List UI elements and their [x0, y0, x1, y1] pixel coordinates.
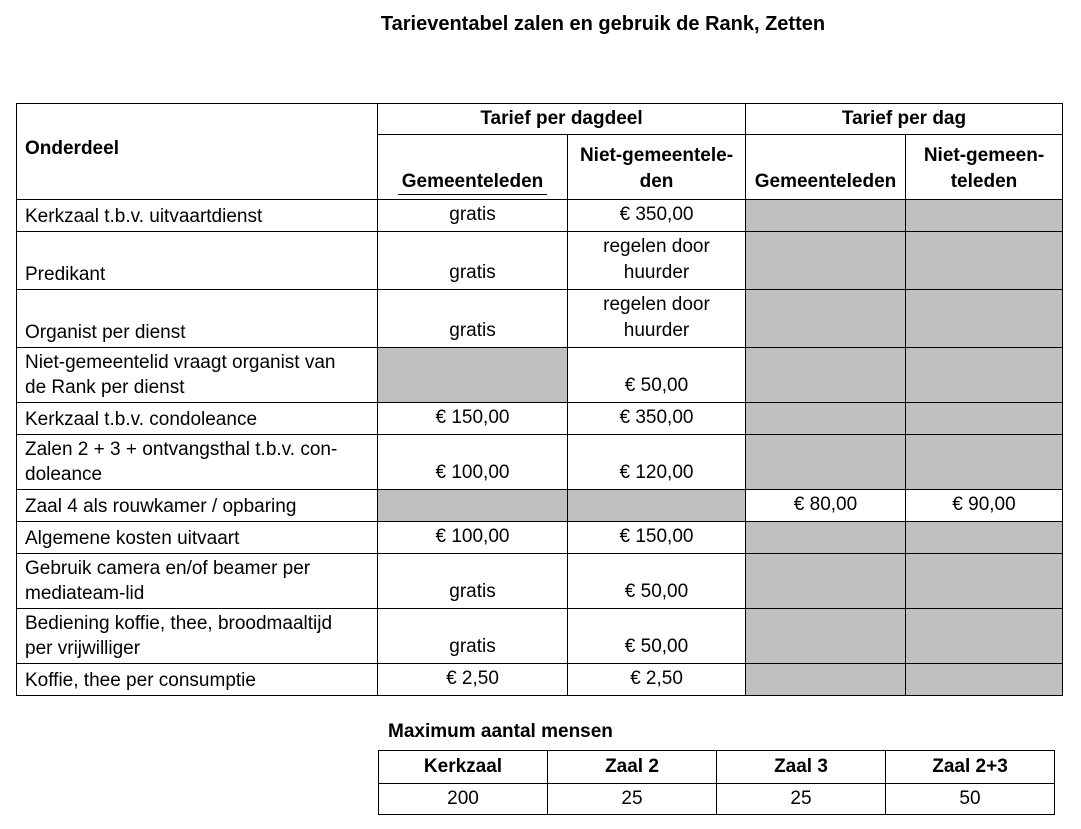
cell-niet-gemeenteleden-dagdeel: € 120,00 — [568, 435, 746, 490]
table-row — [17, 522, 1063, 554]
table-row — [17, 490, 1063, 522]
capacity-table — [378, 750, 1055, 815]
row-onderdeel: Zaal 4 als rouwkamer / opbaring — [17, 490, 378, 522]
capacity-value-zaal-3: 25 — [717, 784, 886, 815]
cell-niet-gemeenteleden-dagdeel: € 350,00 — [568, 200, 746, 232]
row-onderdeel: Predikant — [17, 232, 378, 290]
header-niet-gemeenteleden-dagdeel: Niet-gemeentele- den — [568, 135, 746, 200]
header-tarief-per-dag: Tarief per dag — [746, 104, 1063, 135]
cell-gemeenteleden-dag — [746, 522, 906, 554]
cell-niet-gemeenteleden-dagdeel: € 50,00 — [568, 609, 746, 664]
capacity-header-zaal-2: Zaal 2 — [548, 751, 717, 784]
cell-niet-gemeenteleden-dag — [906, 232, 1063, 290]
table-row — [17, 403, 1063, 435]
cell-gemeenteleden-dagdeel — [378, 348, 568, 403]
cell-niet-gemeenteleden-dag — [906, 435, 1063, 490]
cell-gemeenteleden-dag — [746, 200, 906, 232]
cell-gemeenteleden-dagdeel: € 100,00 — [378, 522, 568, 554]
row-onderdeel: Zalen 2 + 3 + ontvangsthal t.b.v. con- doleance — [17, 435, 378, 490]
cell-niet-gemeenteleden-dag — [906, 664, 1063, 696]
tariff-table — [16, 103, 1063, 696]
cell-niet-gemeenteleden-dag — [906, 290, 1063, 348]
cell-gemeenteleden-dag — [746, 232, 906, 290]
table-row — [17, 435, 1063, 490]
cell-gemeenteleden-dagdeel — [378, 490, 568, 522]
cell-gemeenteleden-dagdeel: € 150,00 — [378, 403, 568, 435]
cell-niet-gemeenteleden-dagdeel: € 50,00 — [568, 348, 746, 403]
capacity-header-zaal-3: Zaal 3 — [717, 751, 886, 784]
row-onderdeel: Kerkzaal t.b.v. uitvaartdienst — [17, 200, 378, 232]
cell-niet-gemeenteleden-dag — [906, 522, 1063, 554]
header-tarief-per-dagdeel: Tarief per dagdeel — [378, 104, 746, 135]
row-onderdeel: Gebruik camera en/of beamer per mediateam-lid — [17, 554, 378, 609]
row-onderdeel: Organist per dienst — [17, 290, 378, 348]
header-gemeenteleden-dagdeel — [378, 135, 568, 200]
cell-gemeenteleden-dagdeel: gratis — [378, 554, 568, 609]
row-onderdeel: Koffie, thee per consumptie — [17, 664, 378, 696]
cell-niet-gemeenteleden-dag — [906, 403, 1063, 435]
cell-gemeenteleden-dagdeel: gratis — [378, 200, 568, 232]
tariff-table-body — [17, 200, 1063, 696]
page-title: Tarieventabel zalen en gebruik de Rank, Zetten — [380, 13, 826, 35]
cell-niet-gemeenteleden-dagdeel: € 150,00 — [568, 522, 746, 554]
cell-niet-gemeenteleden-dag: € 90,00 — [906, 490, 1063, 522]
cell-niet-gemeenteleden-dag — [906, 609, 1063, 664]
cell-niet-gemeenteleden-dag — [906, 200, 1063, 232]
cell-niet-gemeenteleden-dagdeel: € 50,00 — [568, 554, 746, 609]
table-row — [17, 554, 1063, 609]
capacity-value-kerkzaal: 200 — [379, 784, 548, 815]
cell-niet-gemeenteleden-dagdeel: € 2,50 — [568, 664, 746, 696]
cell-gemeenteleden-dagdeel: € 100,00 — [378, 435, 568, 490]
capacity-title: Maximum aantal mensen — [388, 721, 613, 742]
cell-niet-gemeenteleden-dagdeel — [568, 490, 746, 522]
cell-gemeenteleden-dag — [746, 609, 906, 664]
capacity-header-kerkzaal: Kerkzaal — [379, 751, 548, 784]
cell-gemeenteleden-dagdeel: € 2,50 — [378, 664, 568, 696]
row-onderdeel: Algemene kosten uitvaart — [17, 522, 378, 554]
cell-niet-gemeenteleden-dag — [906, 554, 1063, 609]
cell-gemeenteleden-dagdeel: gratis — [378, 609, 568, 664]
cell-gemeenteleden-dag — [746, 403, 906, 435]
table-row — [17, 348, 1063, 403]
cell-gemeenteleden-dagdeel: gratis — [378, 290, 568, 348]
cell-gemeenteleden-dagdeel: gratis — [378, 232, 568, 290]
cell-niet-gemeenteleden-dagdeel: € 350,00 — [568, 403, 746, 435]
table-row — [17, 609, 1063, 664]
table-row — [17, 664, 1063, 696]
header-niet-gemeenteleden-dag: Niet-gemeen- teleden — [906, 135, 1063, 200]
cell-gemeenteleden-dag — [746, 664, 906, 696]
cell-niet-gemeenteleden-dagdeel: regelen door huurder — [568, 232, 746, 290]
cell-gemeenteleden-dag: € 80,00 — [746, 490, 906, 522]
capacity-value-zaal-2: 25 — [548, 784, 717, 815]
table-row — [17, 290, 1063, 348]
row-onderdeel: Bediening koffie, thee, broodmaaltijd per vrijwilliger — [17, 609, 378, 664]
capacity-value-zaal-2-3: 50 — [886, 784, 1055, 815]
table-row — [17, 200, 1063, 232]
header-onderdeel: Onderdeel — [17, 104, 378, 200]
cell-gemeenteleden-dag — [746, 348, 906, 403]
cell-niet-gemeenteleden-dag — [906, 348, 1063, 403]
header-gemeenteleden-dagdeel-label: Gemeenteleden — [398, 171, 548, 195]
table-row — [17, 232, 1063, 290]
row-onderdeel: Niet-gemeentelid vraagt organist van de Rank per dienst — [17, 348, 378, 403]
cell-gemeenteleden-dag — [746, 554, 906, 609]
cell-gemeenteleden-dag — [746, 435, 906, 490]
capacity-header-zaal-2-3: Zaal 2+3 — [886, 751, 1055, 784]
cell-niet-gemeenteleden-dagdeel: regelen door huurder — [568, 290, 746, 348]
row-onderdeel: Kerkzaal t.b.v. condoleance — [17, 403, 378, 435]
cell-gemeenteleden-dag — [746, 290, 906, 348]
header-gemeenteleden-dag: Gemeenteleden — [746, 135, 906, 200]
